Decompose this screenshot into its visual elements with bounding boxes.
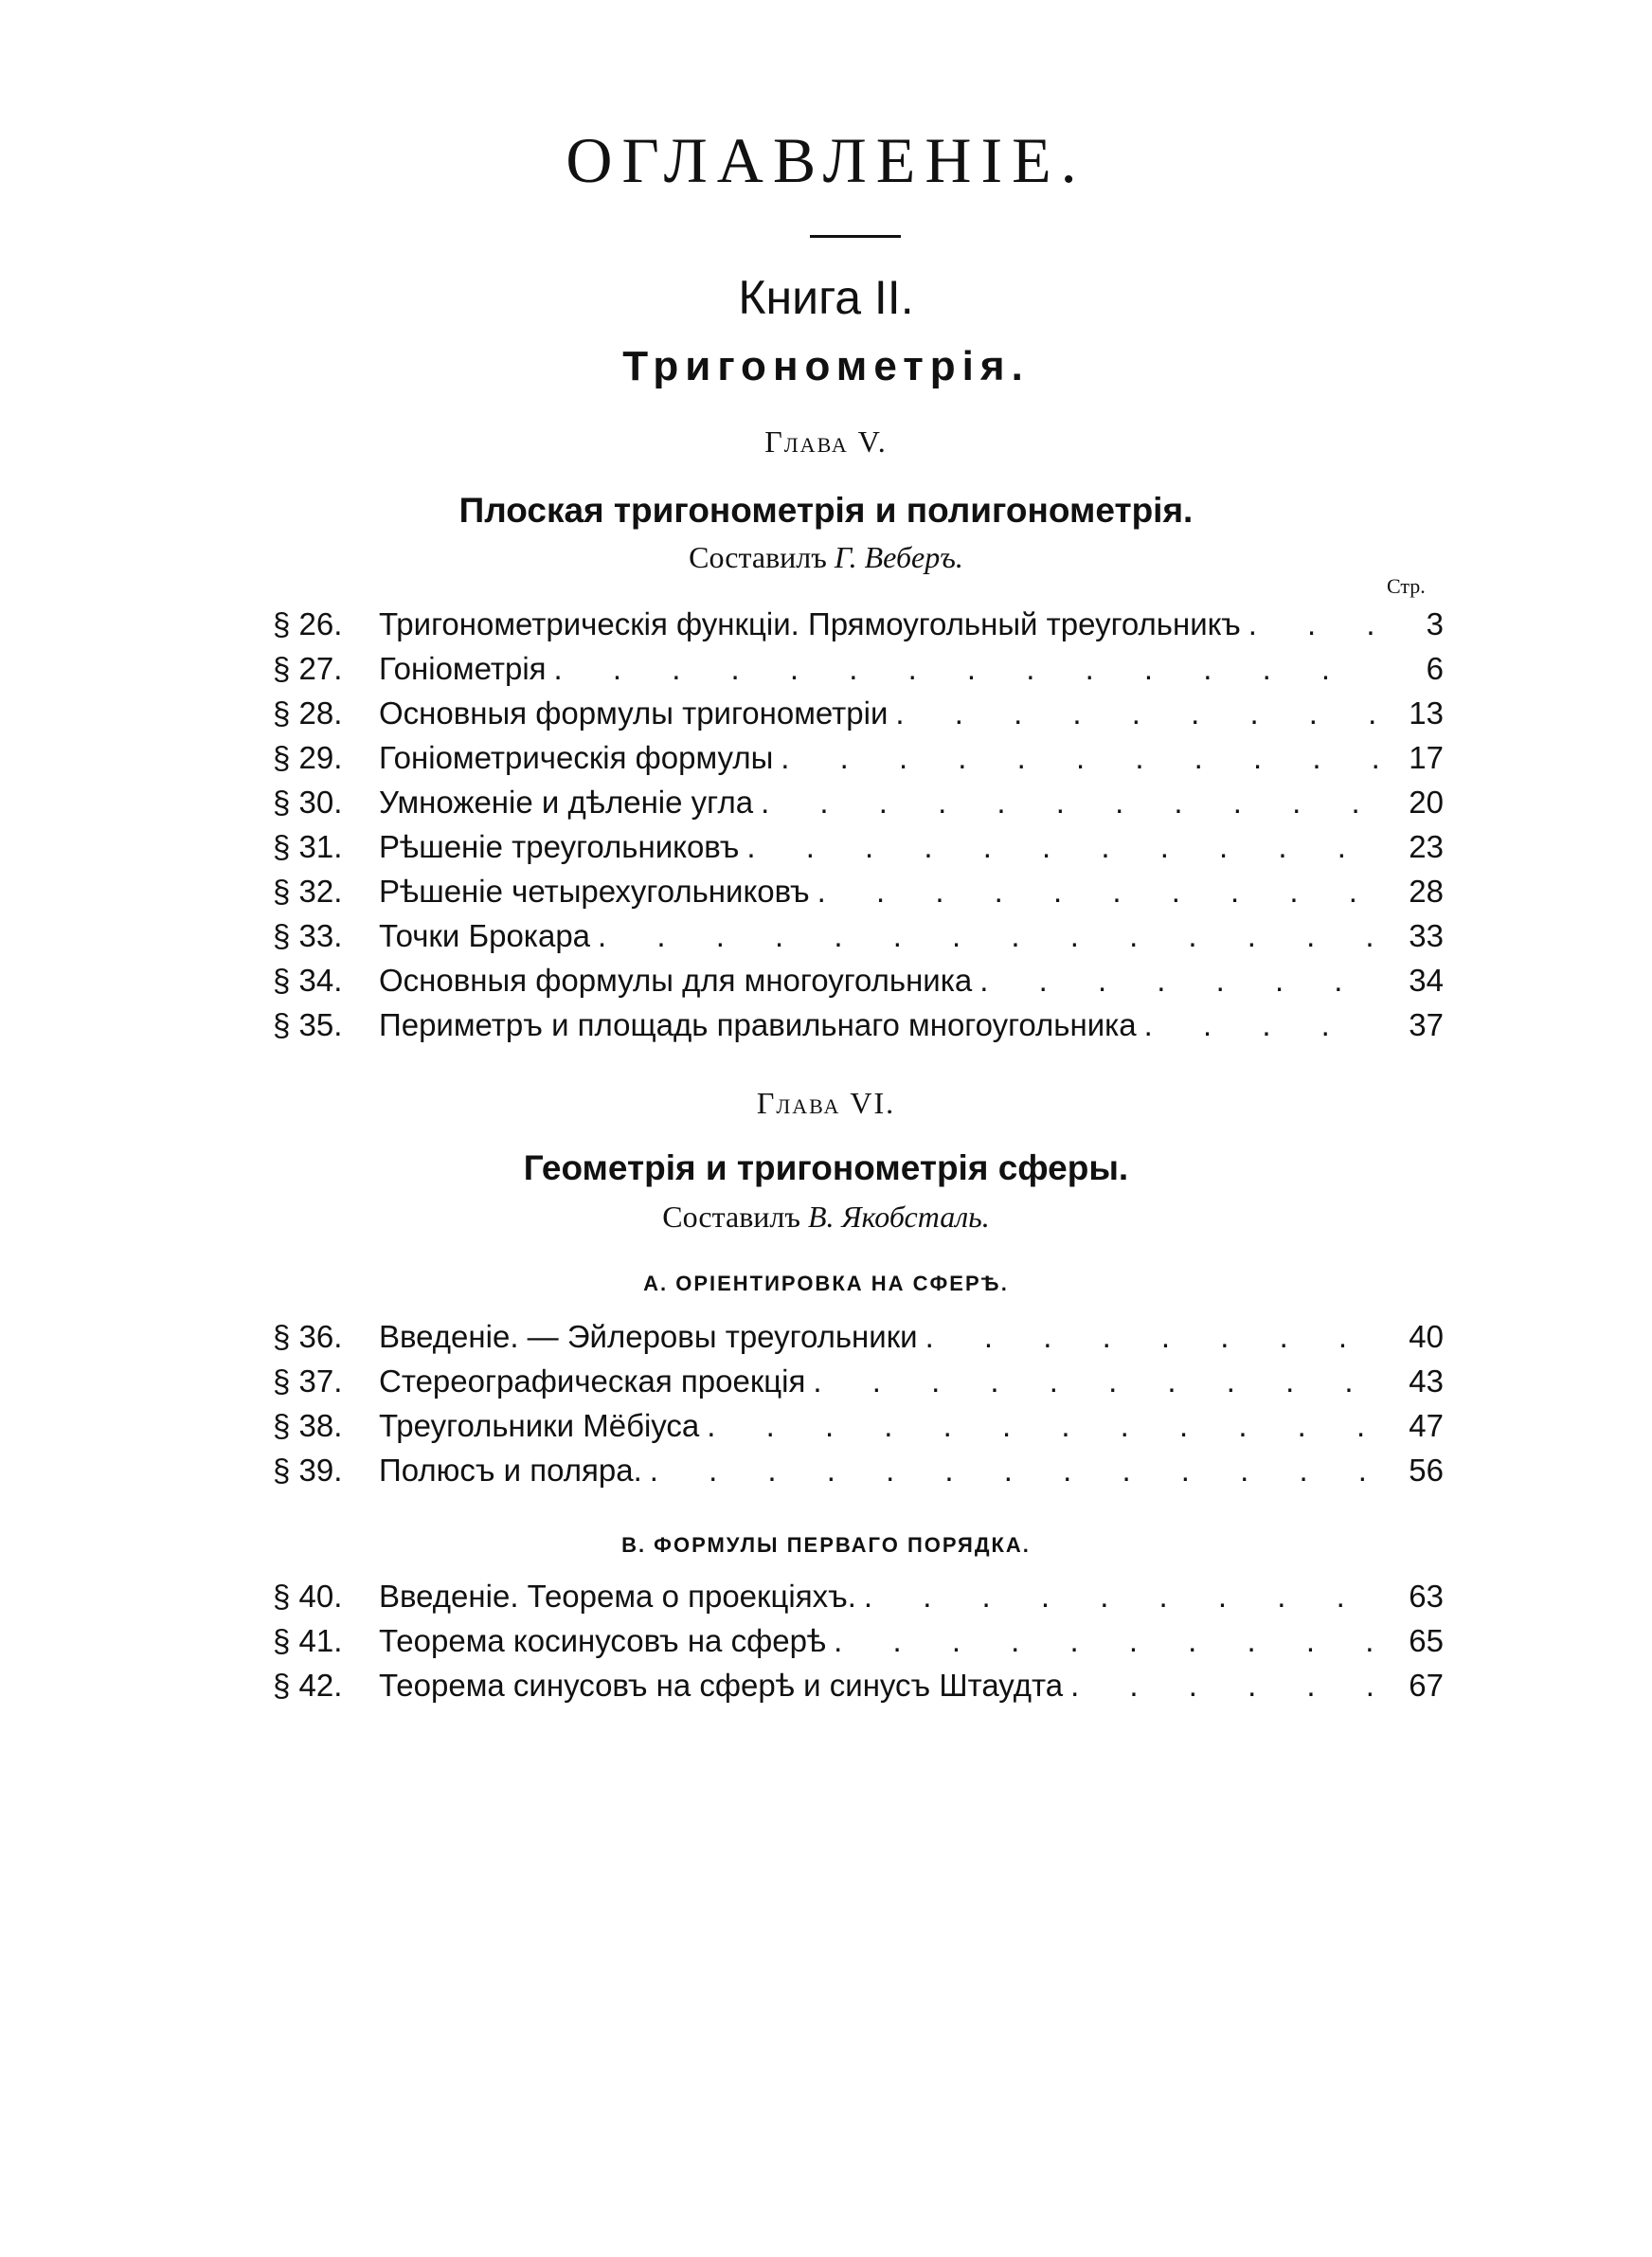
author-prefix: Составилъ bbox=[662, 1200, 800, 1234]
entry-page: 65 bbox=[1409, 1623, 1444, 1658]
entry-page: 13 bbox=[1409, 695, 1444, 731]
toc-entry[interactable] bbox=[273, 740, 1444, 784]
entry-page: 37 bbox=[1409, 1007, 1444, 1042]
entry-number: § 29. bbox=[273, 740, 343, 775]
entry-page: 33 bbox=[1409, 918, 1444, 953]
toc-entry[interactable] bbox=[273, 1668, 1444, 1711]
subject-title: Тригонометрія. bbox=[622, 343, 1030, 389]
entry-number: § 38. bbox=[273, 1408, 343, 1443]
toc-entry[interactable] bbox=[273, 695, 1444, 739]
entry-page: 3 bbox=[1426, 606, 1444, 641]
leader-dots bbox=[817, 874, 1383, 910]
entry-title: Точки Брокара bbox=[379, 918, 591, 953]
entry-title: Тригонометрическія функціи. Прямоугольный треугольникъ bbox=[379, 606, 1241, 641]
toc-entry[interactable] bbox=[273, 606, 1444, 650]
leader-dots bbox=[925, 1319, 1383, 1355]
leader-dots bbox=[834, 1623, 1383, 1659]
toc-entry[interactable] bbox=[273, 1363, 1444, 1407]
entry-page: 40 bbox=[1409, 1319, 1444, 1354]
entry-page: 43 bbox=[1409, 1363, 1444, 1399]
toc-entry[interactable] bbox=[273, 829, 1444, 873]
entry-page: 28 bbox=[1409, 874, 1444, 909]
leader-dots bbox=[761, 785, 1383, 821]
entry-page: 17 bbox=[1409, 740, 1444, 775]
chapter5-label: Глава V. bbox=[764, 424, 888, 459]
author-prefix: Составилъ bbox=[689, 540, 827, 574]
entry-number: § 34. bbox=[273, 963, 343, 998]
entry-page: 47 bbox=[1409, 1408, 1444, 1443]
entry-title: Введеніе. Теорема о проекціяхъ. bbox=[379, 1579, 856, 1614]
leader-dots bbox=[864, 1579, 1383, 1615]
page-column-header: Стр. bbox=[1387, 574, 1426, 598]
leader-dots bbox=[1070, 1668, 1383, 1704]
entry-number: § 40. bbox=[273, 1579, 343, 1614]
entry-number: § 31. bbox=[273, 829, 343, 864]
toc-entry[interactable] bbox=[273, 1007, 1444, 1051]
leader-dots bbox=[781, 740, 1383, 776]
leader-dots bbox=[979, 963, 1383, 999]
entry-title: Стереографическая проекція bbox=[379, 1363, 806, 1399]
leader-dots bbox=[1248, 606, 1383, 642]
entry-title: Рѣшеніе треугольниковъ bbox=[379, 829, 740, 864]
leader-dots bbox=[554, 651, 1383, 687]
entry-page: 56 bbox=[1409, 1453, 1444, 1488]
author-name: В. Якобсталь. bbox=[807, 1200, 990, 1234]
toc-entry[interactable] bbox=[273, 1623, 1444, 1667]
leader-dots bbox=[895, 695, 1383, 731]
entry-title: Основныя формулы тригонометріи bbox=[379, 695, 889, 731]
toc-entry[interactable] bbox=[273, 1408, 1444, 1452]
chapter5-author bbox=[0, 540, 1652, 575]
chapter6-title: Геометрія и тригонометрія сферы. bbox=[523, 1148, 1129, 1187]
entry-title: Теорема косинусовъ на сферѣ bbox=[379, 1623, 827, 1658]
page-title: ОГЛАВЛЕНІЕ. bbox=[566, 124, 1086, 196]
chapter6-author bbox=[0, 1200, 1652, 1235]
toc-entry[interactable] bbox=[273, 1319, 1444, 1363]
entry-number: § 32. bbox=[273, 874, 343, 909]
author-name: Г. Веберъ. bbox=[834, 540, 963, 574]
leader-dots bbox=[746, 829, 1383, 865]
entry-title: Гоніометрія bbox=[379, 651, 547, 686]
book-label: Книга II. bbox=[738, 271, 914, 324]
entry-number: § 37. bbox=[273, 1363, 343, 1399]
entry-number: § 33. bbox=[273, 918, 343, 953]
entry-title: Умноженіе и дѣленіе угла bbox=[379, 785, 754, 820]
toc-entry[interactable] bbox=[273, 785, 1444, 828]
toc-entry[interactable] bbox=[273, 963, 1444, 1006]
entry-title: Введеніе. — Эйлеровы треугольники bbox=[379, 1319, 918, 1354]
entry-number: § 36. bbox=[273, 1319, 343, 1354]
entry-page: 20 bbox=[1409, 785, 1444, 820]
toc-entry[interactable] bbox=[273, 874, 1444, 917]
entry-page: 63 bbox=[1409, 1579, 1444, 1614]
toc-entry[interactable] bbox=[273, 918, 1444, 962]
entry-number: § 42. bbox=[273, 1668, 343, 1703]
section-b-heading: В. ФОРМУЛЫ ПЕРВАГО ПОРЯДКА. bbox=[621, 1533, 1031, 1557]
leader-dots bbox=[1144, 1007, 1383, 1043]
entry-title: Полюсъ и поляра. bbox=[379, 1453, 642, 1488]
entry-page: 67 bbox=[1409, 1668, 1444, 1703]
toc-entry[interactable] bbox=[273, 1453, 1444, 1496]
toc-entry[interactable] bbox=[273, 1579, 1444, 1622]
leader-dots bbox=[650, 1453, 1383, 1489]
entry-page: 23 bbox=[1409, 829, 1444, 864]
entry-title: Треугольники Мёбіуса bbox=[379, 1408, 700, 1443]
leader-dots bbox=[813, 1363, 1383, 1399]
chapter6-label: Глава VI. bbox=[756, 1086, 896, 1120]
entry-title: Периметръ и площадь правильнаго многоугольника bbox=[379, 1007, 1137, 1042]
entry-number: § 39. bbox=[273, 1453, 343, 1488]
entry-number: § 26. bbox=[273, 606, 343, 641]
section-a-heading: А. ОРІЕНТИРОВКА НА СФЕРѢ. bbox=[643, 1272, 1009, 1295]
entry-title: Гоніометрическія формулы bbox=[379, 740, 774, 775]
entry-title: Рѣшеніе четырехугольниковъ bbox=[379, 874, 810, 909]
entry-number: § 27. bbox=[273, 651, 343, 686]
entry-title: Теорема синусовъ на сферѣ и синусъ Штаудта bbox=[379, 1668, 1064, 1703]
entry-title: Основныя формулы для многоугольника bbox=[379, 963, 973, 998]
toc-entry[interactable] bbox=[273, 651, 1444, 695]
leader-dots bbox=[707, 1408, 1383, 1444]
title-divider bbox=[810, 235, 901, 238]
entry-number: § 30. bbox=[273, 785, 343, 820]
chapter5-title: Плоская тригонометрія и полигонометрія. bbox=[458, 491, 1194, 530]
entry-number: § 41. bbox=[273, 1623, 343, 1658]
entry-number: § 28. bbox=[273, 695, 343, 731]
entry-number: § 35. bbox=[273, 1007, 343, 1042]
entry-page: 34 bbox=[1409, 963, 1444, 998]
leader-dots bbox=[598, 918, 1383, 954]
entry-page: 6 bbox=[1426, 651, 1444, 686]
